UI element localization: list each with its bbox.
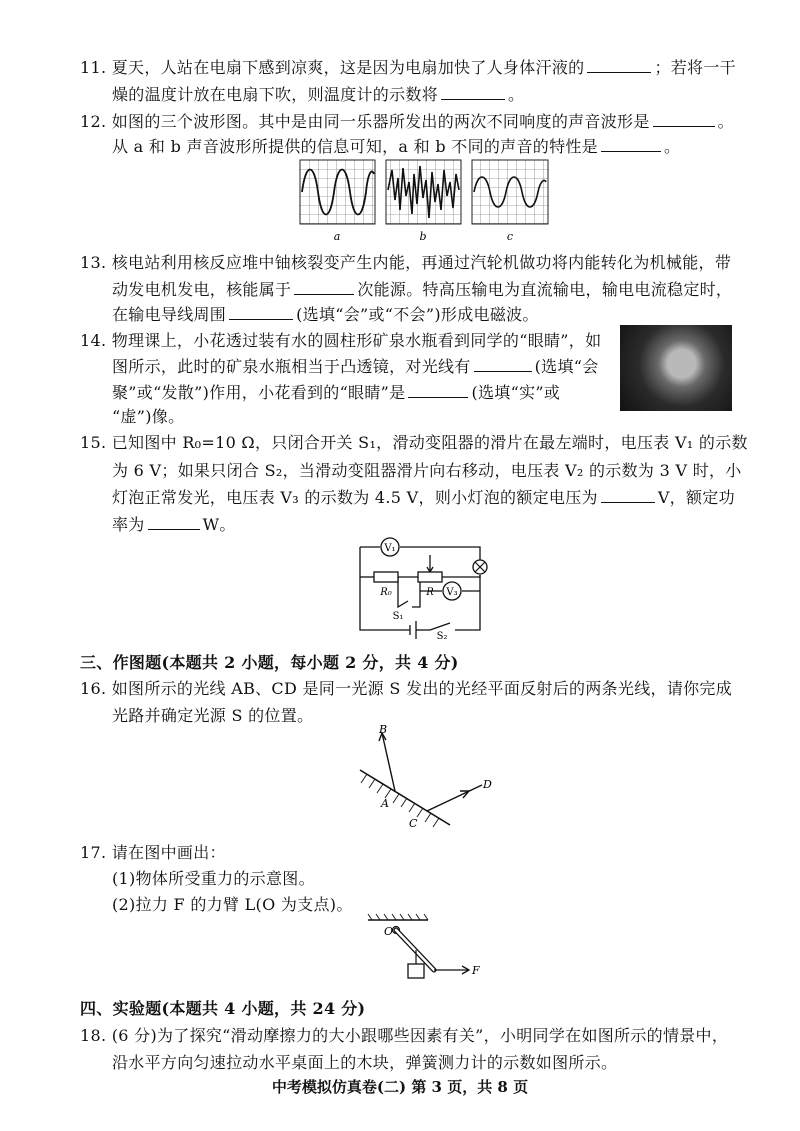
q15-blank1[interactable] bbox=[601, 488, 655, 503]
label-d: D bbox=[483, 778, 492, 791]
q18-line1: 18. (6 分)为了探究“滑动摩擦力的大小跟哪些因素有关”，小明同学在如图所示的情景中， bbox=[80, 1026, 729, 1045]
waveform-c bbox=[472, 160, 548, 224]
q13-blank2[interactable] bbox=[229, 305, 293, 320]
q13-line1: 13. 核电站利用核反应堆中铀核裂变产生内能，再通过汽轮机做功将内能转化为机械能，带 bbox=[80, 253, 732, 272]
q11-line1: 11. 夏天，人站在电扇下感到凉爽，这是因为电扇加快了人身体汗液的 ；若将一干 bbox=[80, 58, 736, 77]
q12-blank2[interactable] bbox=[601, 137, 661, 152]
lever-diagram bbox=[360, 912, 490, 992]
waveform-label-b: b bbox=[419, 230, 427, 243]
r-label: R bbox=[426, 587, 434, 598]
q11-blank2[interactable] bbox=[441, 85, 505, 100]
q16-line1: 16. 如图所示的光线 AB、CD 是同一光源 S 发出的光经平面反射后的两条光线，请你完成 bbox=[80, 679, 733, 698]
label-f: F bbox=[472, 964, 480, 977]
label-b: B bbox=[379, 723, 388, 736]
section3-heading: 三、作图题(本题共 2 小题，每小题 2 分，共 4 分) bbox=[80, 653, 459, 672]
q11-blank1[interactable] bbox=[587, 58, 651, 73]
q14-line1: 14. 物理课上，小花透过装有水的圆柱形矿泉水瓶看到同学的“眼睛”，如 bbox=[80, 331, 602, 350]
label-o: O bbox=[384, 925, 394, 938]
q14-line2: 图所示，此时的矿泉水瓶相当于凸透镜，对光线有 (选填“会 bbox=[112, 357, 599, 376]
q15-line1: 15. 已知图中 R₀=10 Ω，只闭合开关 S₁，滑动变阻器的滑片在最左端时，电压表 V₁ 的示数 bbox=[80, 433, 748, 452]
s1-label: S₁ bbox=[392, 611, 404, 622]
q17-line3: (2)拉力 F 的力臂 L(O 为支点)。 bbox=[112, 895, 353, 914]
q17-line1: 17. 请在图中画出： bbox=[80, 843, 226, 862]
q12-line2: 从 a 和 b 声音波形所提供的信息可知，a 和 b 不同的声音的特性是 。 bbox=[112, 137, 681, 156]
q15-line3: 灯泡正常发光，电压表 V₃ 的示数为 4.5 V，则小灯泡的额定电压为 V，额定功 bbox=[112, 488, 735, 507]
rheostat-r bbox=[418, 572, 442, 582]
q12-blank1[interactable] bbox=[653, 112, 715, 127]
waveform-label-a: a bbox=[333, 230, 341, 243]
waveform-b bbox=[386, 160, 461, 224]
bottle-eye-photo bbox=[620, 325, 732, 411]
q15-line4: 率为 W。 bbox=[112, 515, 236, 534]
waveform-figure bbox=[300, 160, 550, 244]
s2-label: S₂ bbox=[436, 631, 448, 642]
q16-line2: 光路并确定光源 S 的位置。 bbox=[112, 706, 314, 725]
hanging-block bbox=[408, 964, 424, 978]
waveform-a bbox=[300, 160, 375, 224]
waveform-label-c: c bbox=[506, 230, 514, 243]
q15-blank2[interactable] bbox=[148, 515, 200, 530]
label-a: A bbox=[381, 797, 389, 810]
r0-label: R₀ bbox=[380, 587, 392, 598]
resistor-r0 bbox=[374, 572, 398, 582]
q17-line2: (1)物体所受重力的示意图。 bbox=[112, 869, 315, 888]
v3-label: V₃ bbox=[446, 587, 458, 598]
q14-blank1[interactable] bbox=[474, 357, 532, 372]
q18-line2: 沿水平方向匀速拉动水平桌面上的木块，弹簧测力计的示数如图所示。 bbox=[112, 1053, 618, 1072]
q11-line2: 燥的温度计放在电扇下吹，则温度计的示数将 。 bbox=[112, 85, 525, 104]
label-c: C bbox=[409, 817, 418, 830]
q14-line4: “虚”)像。 bbox=[112, 407, 185, 426]
q13-line2: 动发电机发电，核能属于 次能源。特高压输电为直流输电，输电电流稳定时， bbox=[112, 280, 733, 299]
q14-blank2[interactable] bbox=[408, 383, 468, 398]
page-footer: 中考模拟仿真卷(二) 第 3 页，共 8 页 bbox=[271, 1078, 529, 1096]
circuit-diagram bbox=[350, 535, 500, 640]
q13-blank1[interactable] bbox=[294, 280, 354, 295]
mirror-diagram bbox=[355, 725, 505, 830]
v1-label: V₁ bbox=[384, 543, 396, 554]
q15-line2: 为 6 V；如果只闭合 S₂，当滑动变阻器滑片向右移动，电压表 V₂ 的示数为 3 V 时，小 bbox=[112, 461, 742, 480]
q14-line3: 聚”或“发散”)作用，小花看到的“眼睛”是 (选填“实”或 bbox=[112, 383, 561, 402]
q13-line3: 在输电导线周围 (选填“会”或“不会”)形成电磁波。 bbox=[112, 305, 539, 324]
q12-line1: 12. 如图的三个波形图。其中是由同一乐器所发出的两次不同响度的声音波形是 。 bbox=[80, 112, 734, 131]
section4-heading: 四、实验题(本题共 4 小题，共 24 分) bbox=[80, 999, 366, 1018]
